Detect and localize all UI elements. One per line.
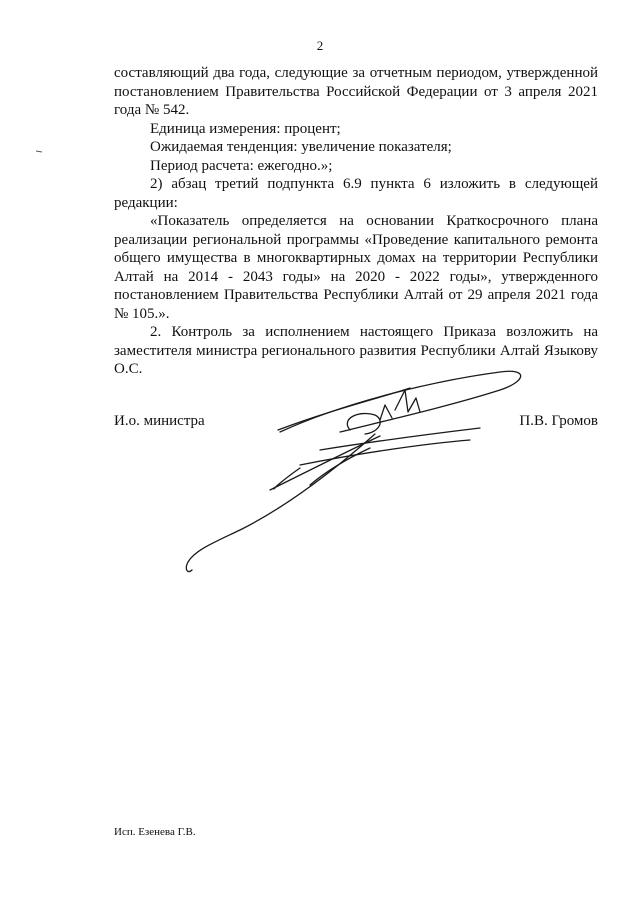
paragraph-control: 2. Контроль за исполнением настоящего Приказа возложить на заместителя министра регионального развития Республики Алтай Языкову О.С.	[114, 324, 598, 377]
stray-mark	[36, 150, 42, 153]
paragraph-quote: «Показатель определяется на основании Краткосрочного плана реализации региональной программы «Проведение капитального ремонта общего имущества в многоквартирных домах на территории Республики Алтай на 2014 - 2043 годы» на 2020 - 2022 годы», утвержденного постановлением Правительства Республики Алтай от 29 апреля 2021 года № 105.».	[114, 213, 598, 322]
page-number: 2	[316, 38, 324, 53]
executor-note: Исп. Езенева Г.В.	[114, 826, 196, 838]
signatory-name: П.В. Громов	[519, 413, 598, 429]
paragraph-amendment: 2) абзац третий подпункта 6.9 пункта 6 изложить в следующей редакции:	[114, 176, 598, 211]
handwritten-signature	[180, 370, 560, 580]
paragraph-period: Период расчета: ежегодно.»;	[150, 157, 333, 174]
paragraph-unit: Единица измерения: процент;	[150, 120, 341, 137]
signatory-position: И.о. министра	[114, 413, 205, 429]
document-body	[114, 64, 598, 379]
paragraph-continuation: составляющий два года, следующие за отчетным периодом, утвержденной постановлением Правительства Российской Федерации от 3 апреля 2021 года № 542.	[114, 65, 598, 118]
paragraph-trend: Ожидаемая тенденция: увеличение показателя;	[150, 139, 452, 155]
